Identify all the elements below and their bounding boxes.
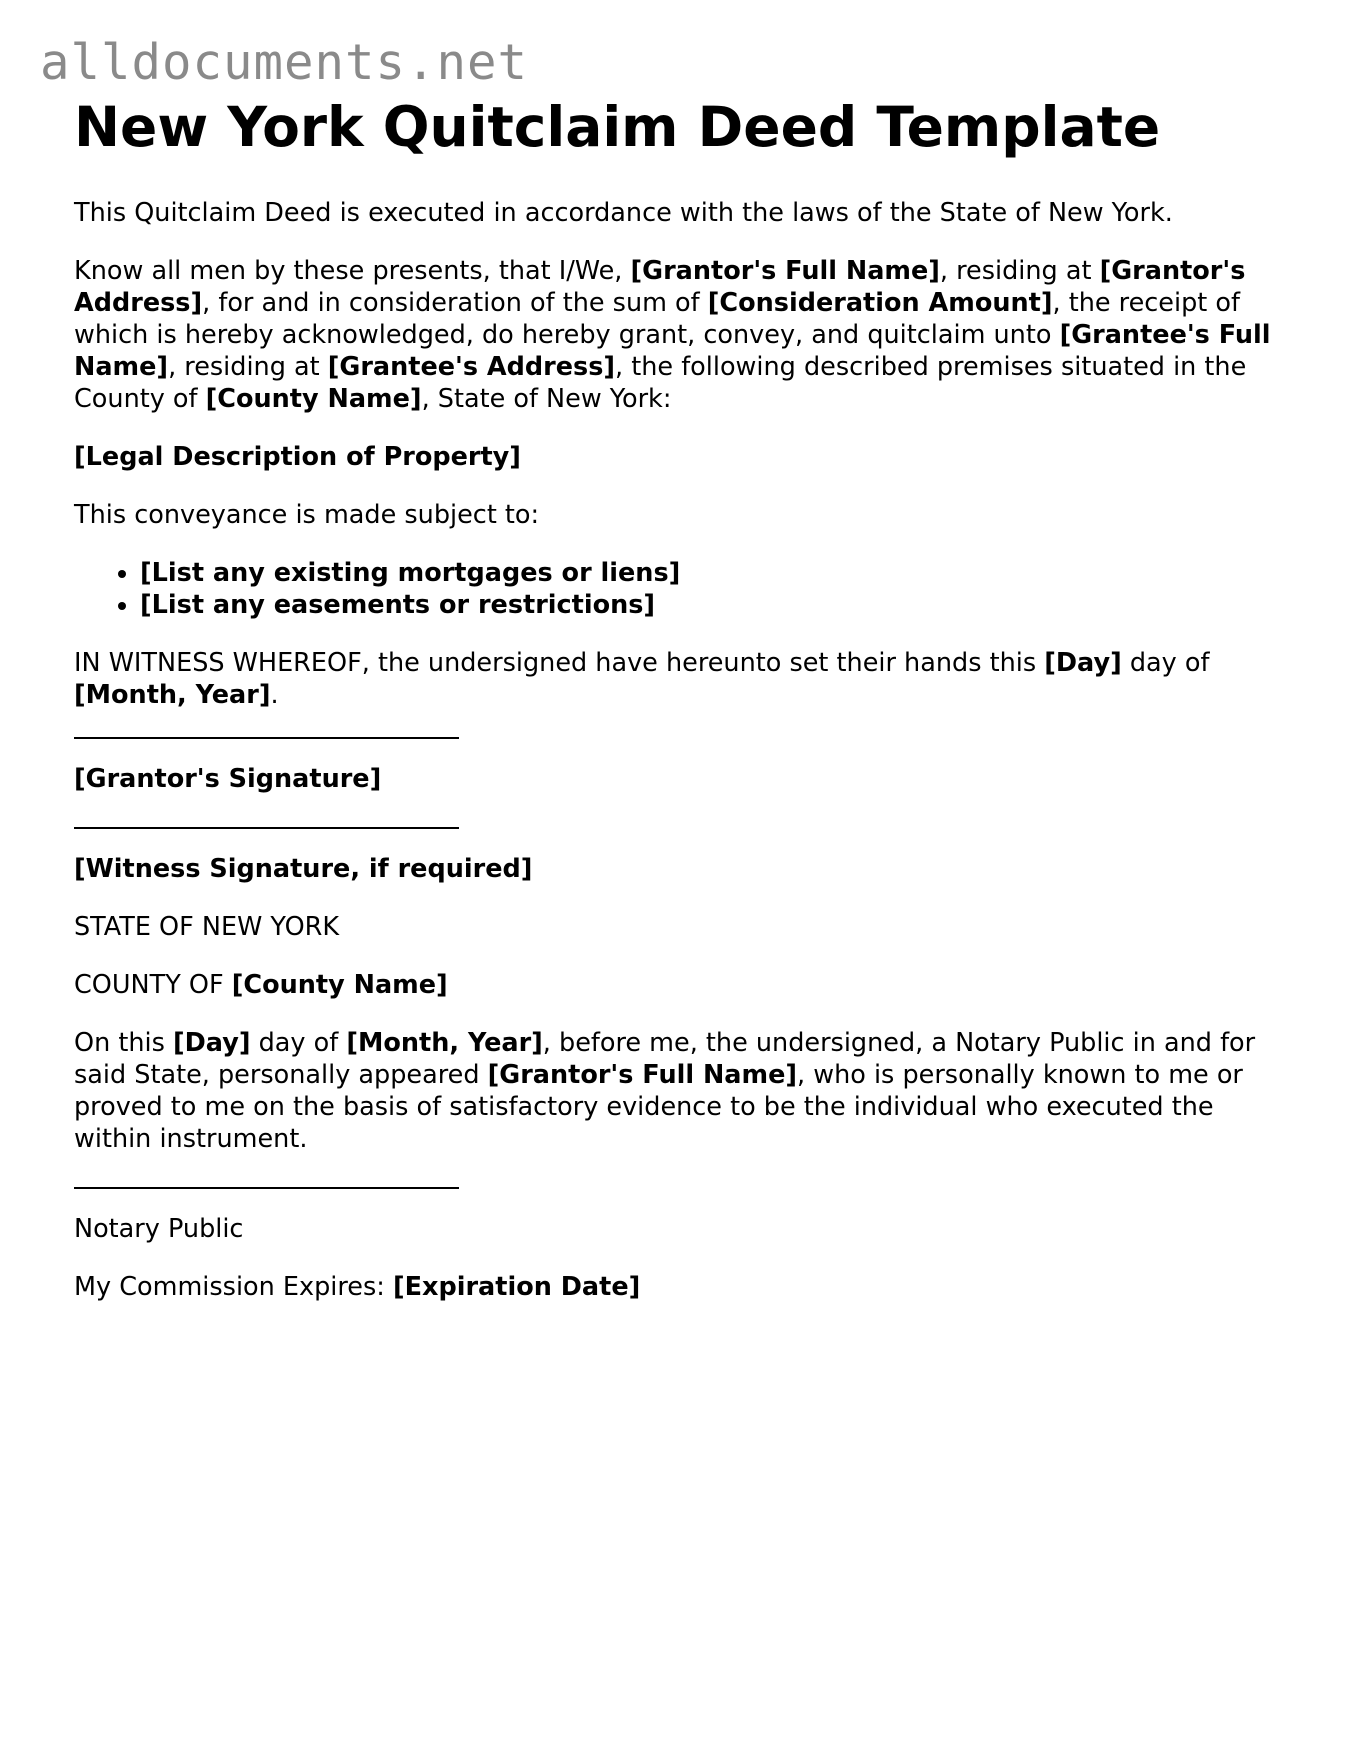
legal-description: [Legal Description of Property] [74,442,521,472]
county-line: COUNTY OF [County Name] [74,970,448,1000]
notary-label: Notary Public [74,1214,244,1244]
county-name-field: [County Name] [231,970,448,1000]
document-title: New York Quitclaim Deed Template [74,95,1161,159]
grantor-signature-line [74,737,459,739]
month-year-field: [Month, Year] [74,680,271,710]
witness-signature-line [74,827,459,829]
list-item: • [List any existing mortgages or liens] [140,557,1284,589]
grant-paragraph: Know all men by these presents, that I/We, [Grantor's Full Name], residing at [Grantor's Address], for and in consideration of the sum of [Consideration Amount], the receipt of which is hereby acknowledged, do hereby grant, convey, and quitclaim unto [Grantee's Full Name], residing at [Grantee's Address], the following described premises situated in the County of [County Name], State of New York: [74,256,1271,414]
county-name-field: [County Name] [205,384,422,414]
acknowledgment-paragraph: On this [Day] day of [Month, Year], before me, the undersigned, a Notary Public in and for said State, personally appeared [Grantor's Full Name], who is personally known to me or proved to me on the basis of satisfactory evidence to be the individual who executed the within instrument. [74,1028,1256,1154]
grantor-signature-label: [Grantor's Signature] [74,764,382,794]
day-field: [Day] [1044,648,1122,678]
witness-clause: IN WITNESS WHEREOF, the undersigned have hereunto set their hands this [Day] day of [Month, Year]. [74,648,1210,710]
expiration-date-field: [Expiration Date] [392,1272,641,1302]
subject-to-heading: This conveyance is made subject to: [74,500,540,530]
notary-signature-line [74,1187,459,1189]
day-field: [Day] [172,1028,251,1058]
grantor-address-field: [Grantor's Address] [74,256,1246,318]
watermark-logo: alldocuments.net [40,34,529,91]
consideration-field: [Consideration Amount] [707,288,1053,318]
subject-items-list [74,557,1284,621]
grantee-address-field: [Grantee's Address] [327,352,616,382]
intro-paragraph: This Quitclaim Deed is executed in accordance with the laws of the State of New York. [74,198,1173,228]
grantor-name-field: [Grantor's Full Name] [487,1060,798,1090]
list-item: • [List any easements or restrictions] [140,589,1284,621]
month-year-field: [Month, Year] [346,1028,543,1058]
document-body [74,94,1284,1329]
witness-signature-label: [Witness Signature, if required] [74,854,533,884]
grantor-name-field: [Grantor's Full Name] [630,256,940,286]
grantee-name-field: [Grantee's Full Name] [74,320,1271,382]
commission-expires: My Commission Expires: [Expiration Date] [74,1272,641,1302]
state-line: STATE OF NEW YORK [74,912,340,942]
